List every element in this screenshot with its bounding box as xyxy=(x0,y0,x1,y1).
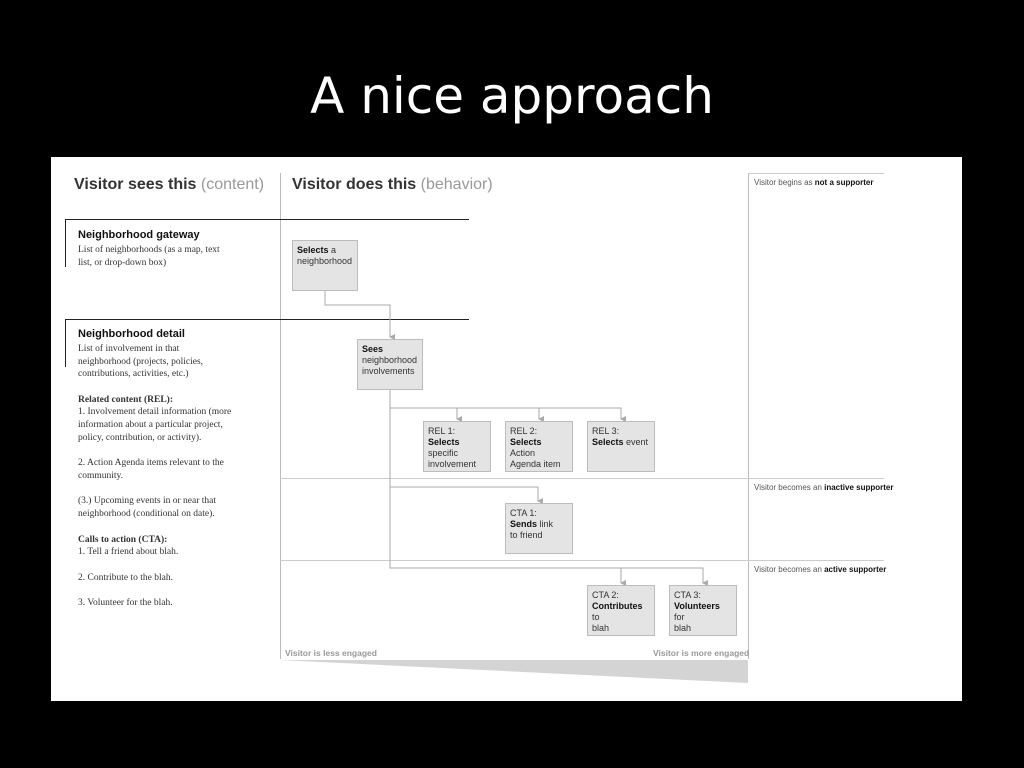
detail-title: Neighborhood detail xyxy=(78,328,185,340)
stage-not-supporter: Visitor begins as not a supporter xyxy=(754,178,874,187)
more-engaged-label: Visitor is more engaged xyxy=(653,648,750,658)
cta-heading: Calls to action (CTA): xyxy=(78,534,168,545)
stage-inactive-supporter: Visitor becomes an inactive supporter xyxy=(754,483,894,492)
related-item: information about a particular project, xyxy=(78,419,223,430)
sees-involvements-box: Sees neighborhood involvements xyxy=(357,339,423,390)
related-item: 2. Action Agenda items relevant to the xyxy=(78,458,224,469)
gateway-title: Neighborhood gateway xyxy=(78,229,200,241)
related-item: 1. Involvement detail information (more xyxy=(78,407,232,418)
cta-item: 2. Contribute to the blah. xyxy=(78,572,173,583)
detail-intro: neighborhood (projects, policies, xyxy=(78,356,204,367)
detail-intro: contributions, activities, etc.) xyxy=(78,369,189,380)
cta-item: 3. Volunteer for the blah. xyxy=(78,598,173,609)
behavior-column-header: Visitor does this (behavior) xyxy=(292,176,493,193)
diagram-panel xyxy=(51,157,962,701)
cta2-box: CTA 2: Contributes to blah xyxy=(587,585,655,636)
related-item: neighborhood (conditional on date). xyxy=(78,508,215,519)
gateway-text: list, or drop-down box) xyxy=(78,257,167,268)
less-engaged-label: Visitor is less engaged xyxy=(285,648,377,658)
selects-neighborhood-box: Selects a neighborhood xyxy=(292,240,358,291)
related-content-heading: Related content (REL): xyxy=(78,394,173,405)
content-column-header: Visitor sees this (content) xyxy=(74,176,265,193)
cta1-box: CTA 1: Sends link to friend xyxy=(505,503,573,554)
related-item: policy, contribution, or activity). xyxy=(78,432,202,443)
slide-title: A nice approach xyxy=(310,67,714,125)
gateway-text: List of neighborhoods (as a map, text xyxy=(78,245,220,255)
related-item: (3.) Upcoming events in or near that xyxy=(78,496,216,507)
stage-active-supporter: Visitor becomes an active supporter xyxy=(754,565,887,574)
rel3-box: REL 3: Selects event xyxy=(587,421,655,472)
cta-item: 1. Tell a friend about blah. xyxy=(78,547,179,558)
rel1-box: REL 1: Selects specific involvement xyxy=(423,421,491,472)
related-item: community. xyxy=(78,470,124,481)
rel2-box: REL 2: Selects Action Agenda item xyxy=(505,421,573,472)
cta3-box: CTA 3: Volunteers for blah xyxy=(669,585,737,636)
detail-intro: List of involvement in that xyxy=(78,344,180,354)
